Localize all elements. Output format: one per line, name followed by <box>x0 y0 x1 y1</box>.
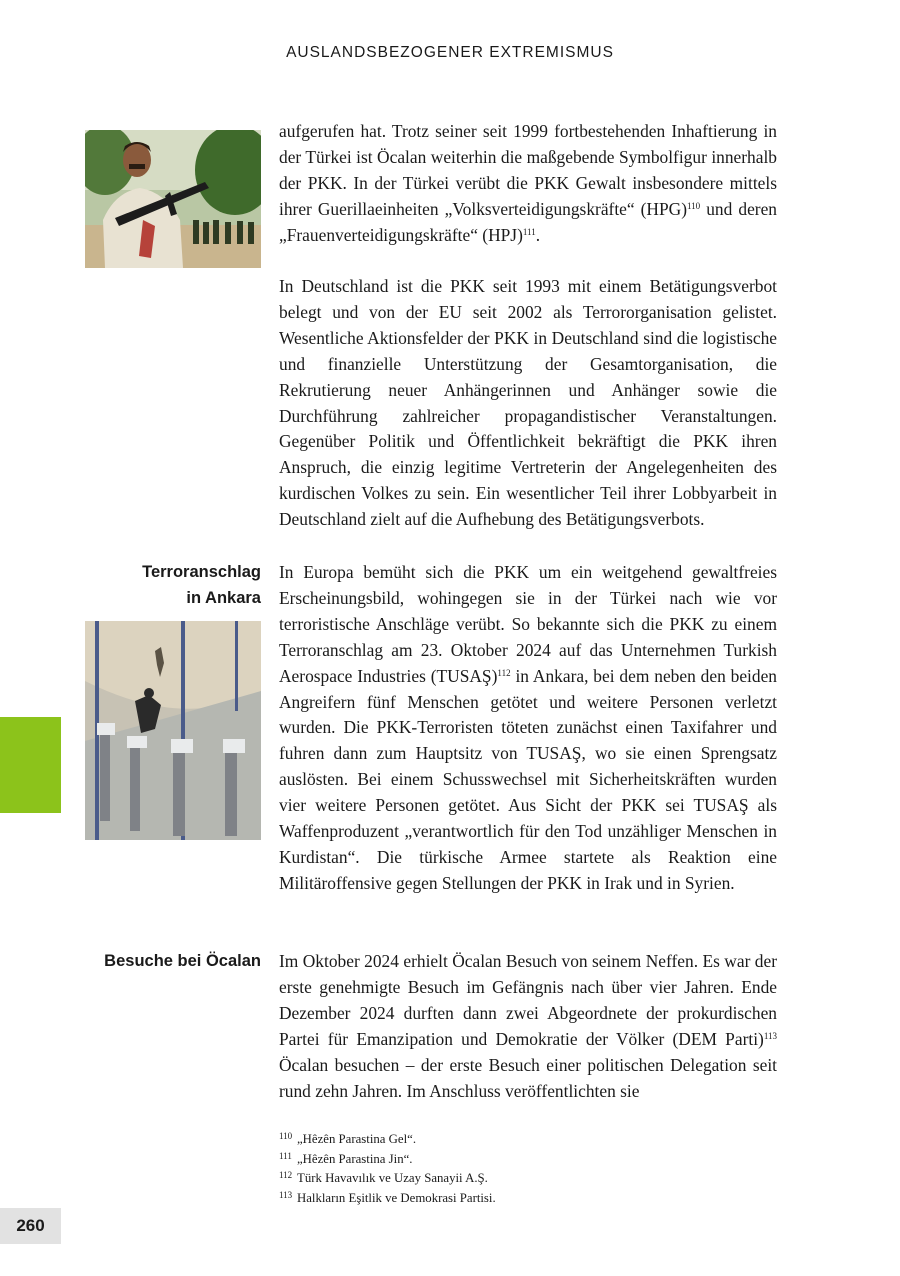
footnote-ref-112[interactable]: 112 <box>497 667 511 678</box>
photo-man-with-rifle <box>85 130 261 268</box>
page-number: 260 <box>0 1208 61 1244</box>
footnote-ref-110[interactable]: 110 <box>687 200 701 211</box>
footnote-110: $^{110}$ „Hêzên Parastina Gel“. <box>279 1131 417 1146</box>
footnotes <box>279 1130 777 1208</box>
paragraph-4: Im Oktober 2024 erhielt Öcalan Besuch von seinem Neffen. Es war der erste genehmigte Besuch im Gefängnis nach über vier Jahren. Ende Dezember 2024 durften dann zwei Abgeordnete der prokurdischen Partei für Emanzipation und Demokratie der Völker (DEM Parti)$^{113}$ Öcalan besuchen – der erste Besuch einer politischen Delegation seit rund zehn Jahren. Im Anschluss veröffentlichten sie <box>279 951 777 1101</box>
running-head: AUSLANDSBEZOGENER EXTREMISMUS <box>286 44 614 61</box>
footnote-ref-113[interactable]: 113 <box>763 1030 777 1041</box>
paragraph-1: aufgerufen hat. Trotz seiner seit 1999 fortbestehenden Inhaftierung in der Türkei ist Öcalan weiterhin die maßgebende Symbolfigur innerhalb der PKK. In der Türkei verübt die PKK Gewalt insbesondere mittels ihrer Guerillaeinheiten „Volksverteidigungskräfte“ (HPG)$^{110}$ und deren „Frauenverteidigungskräfte“ (HPJ)$^{111}$. <box>279 121 777 245</box>
paragraph-3: In Europa bemüht sich die PKK um ein weitgehend gewaltfreies Erscheinungsbild, wohingegen sie in der Türkei nach wie vor terroristische Anschläge verübt. So bekannte sich die PKK zu einem Terroranschlag am 23. Oktober 2024 auf das Unternehmen Turkish Aerospace Industries (TUSAŞ)$^{112}$ in Ankara, bei dem neben den beiden Angreifern fünf Menschen getötet und weitere Personen verletzt wurden. Die PKK-Terroristen töteten zunächst einen Taxifahrer und fuhren dann zum Hauptsitz von TUSAŞ, wo sie einen Sprengsatz auslösten. Bei einem Schusswechsel mit Sicherheitskräften wurden vier weitere Personen getötet. Aus Sicht der PKK sei TUSAŞ als Waffenproduzent „verantwortlich für den Tod unzähliger Menschen in Kurdistan“. Die türkische Armee startete als Reaktion eine Militäroffensive gegen Stellungen der PKK in Irak und in Syrien. <box>279 562 777 893</box>
footnote-112: $^{112}$ Türk Havavılık ve Uzay Sanayii A.Ş. <box>279 1170 488 1186</box>
photo-ankara-attack-cctv <box>85 621 261 840</box>
footnote-ref-111[interactable]: 111 <box>522 226 536 237</box>
section-color-tab <box>0 717 61 813</box>
side-heading-terror-attack: Terroranschlag in Ankara <box>142 563 261 607</box>
paragraph-2: In Deutschland ist die PKK seit 1993 mit einem Betätigungsverbot belegt und von der EU seit 2002 als Terrororganisation gelistet. Wesentliche Aktionsfelder der PKK in Deutschland sind die logistische und finanzielle Unterstützung der Gesamtorganisation, die Rekrutierung neuer Anhängerinnen und Anhänger sowie die Durchführung zahlreicher propagandistischer Veranstaltungen. Gegenüber Politik und Öffentlichkeit bekräftigt die PKK ihren Anspruch, die einzig legitime Vertreterin der Angelegenheiten des kurdischen Volkes zu sein. Ein wesentlicher Teil ihrer Lobbyarbeit in Deutschland zielt auf die Aufhebung des Betätigungsverbots. <box>279 276 777 530</box>
footnote-113: $^{113}$ Halkların Eşitlik ve Demokrasi Partisi. <box>279 1189 496 1205</box>
footnote-111: $^{111}$ „Hêzên Parastina Jin“. <box>279 1150 413 1166</box>
side-heading-visits: Besuche bei Öcalan <box>104 952 261 970</box>
